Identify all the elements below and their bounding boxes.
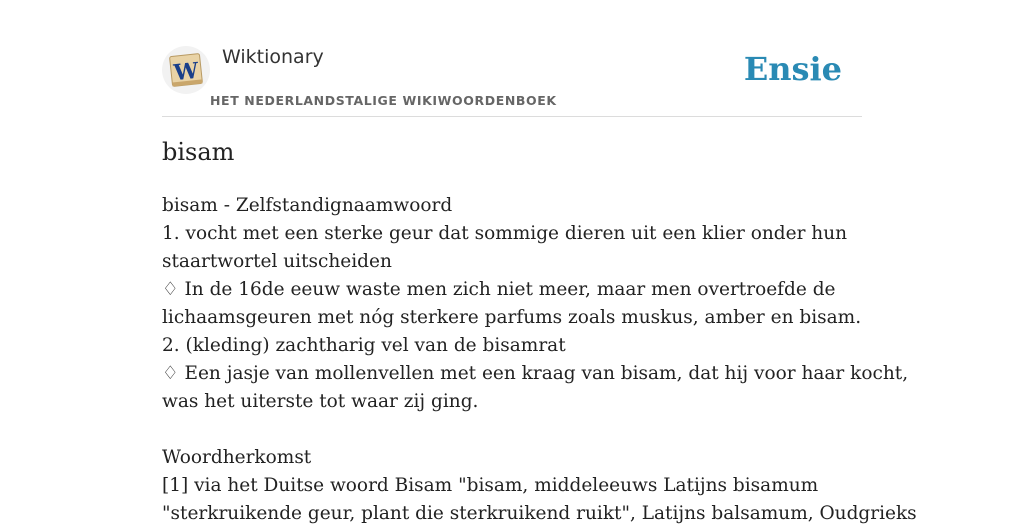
etymology-line: [1] via het Duitse woord Bisam "bisam, middeleeuws Latijns bisamum [162, 475, 819, 496]
etymology-heading: Woordherkomst [162, 447, 312, 468]
site-title-link[interactable]: Wiktionary [222, 46, 324, 68]
site-subtitle: HET NEDERLANDSTALIGE WIKIWOORDENBOEK [210, 93, 557, 108]
example-line: was het uiterste tot waar zij ging. [162, 391, 479, 412]
definition-body [162, 192, 917, 528]
svg-text:W: W [172, 57, 200, 87]
definition-line: 1. vocht met een sterke geur dat sommige dieren uit een klier onder hun [162, 223, 848, 244]
page [162, 0, 917, 524]
word-title: bisam [162, 138, 235, 166]
example-line: ♢ Een jasje van mollenvellen met een kraag van bisam, dat hij voor haar kocht, [162, 363, 909, 384]
paragraph-gap [162, 416, 862, 444]
wiktionary-logo-icon[interactable] [162, 46, 210, 94]
site-header [162, 0, 862, 117]
definition-line: staartwortel uitscheiden [162, 251, 392, 272]
etymology-line: "sterkruikende geur, plant die sterkruikend ruikt", Latijns balsamum, Oudgrieks [162, 503, 917, 524]
ensie-brand-link[interactable]: Ensie [743, 50, 842, 88]
example-line: lichaamsgeuren met nóg sterkere parfums zoals muskus, amber en bisam. [162, 307, 862, 328]
definition-line: 2. (kleding) zachtharig vel van de bisamrat [162, 335, 566, 356]
definition-line: bisam - Zelfstandignaamwoord [162, 195, 453, 216]
example-line: ♢ In de 16de eeuw waste men zich niet meer, maar men overtroefde de [162, 279, 836, 300]
